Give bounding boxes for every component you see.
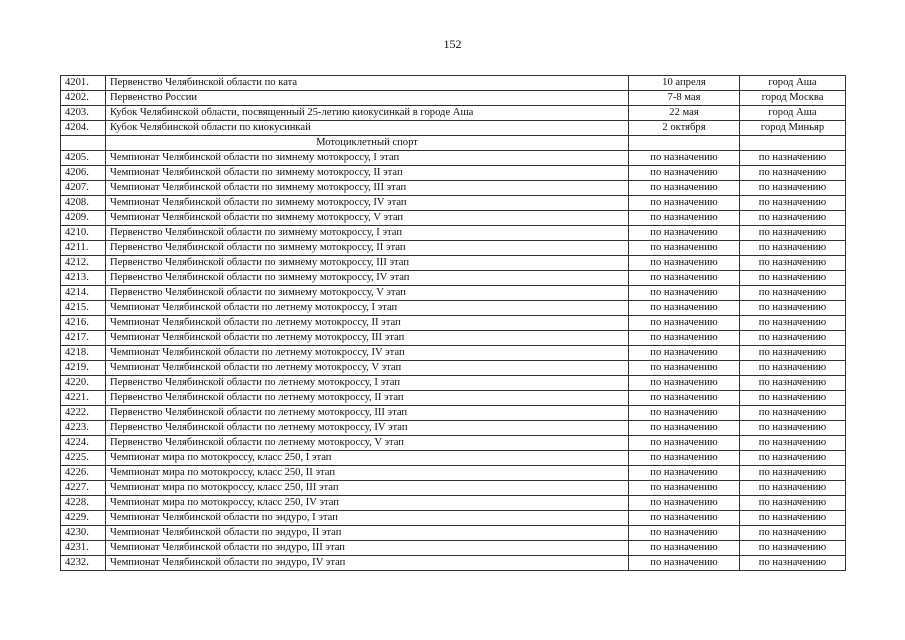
event-name: Чемпионат Челябинской области по зимнему мотокроссу, V этап — [106, 211, 629, 226]
event-place: город Миньяр — [740, 121, 846, 136]
table-row — [61, 151, 846, 166]
table-row — [61, 346, 846, 361]
row-number: 4211. — [61, 241, 106, 256]
event-date: по назначению — [629, 376, 740, 391]
row-number: 4204. — [61, 121, 106, 136]
event-date: по назначению — [629, 331, 740, 346]
page-number: 152 — [443, 37, 462, 51]
table-row — [61, 496, 846, 511]
event-name: Кубок Челябинской области, посвященный 25-летию киокусинкай в городе Аша — [106, 106, 629, 121]
row-number: 4209. — [61, 211, 106, 226]
table-row — [61, 271, 846, 286]
event-name: Первенство Челябинской области по летнему мотокроссу, II этап — [106, 391, 629, 406]
event-name: Кубок Челябинской области по киокусинкай — [106, 121, 629, 136]
table-row — [61, 226, 846, 241]
row-number: 4229. — [61, 511, 106, 526]
event-place: по назначению — [740, 391, 846, 406]
event-place: по назначению — [740, 511, 846, 526]
event-name: Чемпионат Челябинской области по летнему мотокроссу, V этап — [106, 361, 629, 376]
event-place: по назначению — [740, 466, 846, 481]
row-number: 4232. — [61, 556, 106, 571]
event-name: Чемпионат мира по мотокроссу, класс 250, I этап — [106, 451, 629, 466]
table-row — [61, 451, 846, 466]
event-date: по назначению — [629, 166, 740, 181]
event-name: Первенство России — [106, 91, 629, 106]
event-date: по назначению — [629, 346, 740, 361]
row-number: 4218. — [61, 346, 106, 361]
events-table — [60, 75, 846, 571]
table-row — [61, 406, 846, 421]
event-place: по назначению — [740, 256, 846, 271]
event-date: по назначению — [629, 511, 740, 526]
event-place: по назначению — [740, 541, 846, 556]
event-name: Первенство Челябинской области по зимнему мотокроссу, V этап — [106, 286, 629, 301]
event-date: 10 апреля — [629, 76, 740, 91]
section-place-cell — [740, 136, 846, 151]
table-row — [61, 91, 846, 106]
event-place: по назначению — [740, 316, 846, 331]
table-row — [61, 376, 846, 391]
row-number: 4225. — [61, 451, 106, 466]
event-place: по назначению — [740, 181, 846, 196]
event-name: Чемпионат Челябинской области по летнему мотокроссу, IV этап — [106, 346, 629, 361]
event-place: по назначению — [740, 286, 846, 301]
event-place: по назначению — [740, 436, 846, 451]
event-place: по назначению — [740, 496, 846, 511]
event-name: Первенство Челябинской области по зимнему мотокроссу, IV этап — [106, 271, 629, 286]
event-date: по назначению — [629, 556, 740, 571]
table-row — [61, 556, 846, 571]
event-name: Чемпионат Челябинской области по эндуро, II этап — [106, 526, 629, 541]
table-row — [61, 361, 846, 376]
row-number: 4223. — [61, 421, 106, 436]
row-number: 4214. — [61, 286, 106, 301]
table-row — [61, 526, 846, 541]
event-place: по назначению — [740, 526, 846, 541]
event-date: по назначению — [629, 481, 740, 496]
event-place: по назначению — [740, 406, 846, 421]
event-name: Первенство Челябинской области по зимнему мотокроссу, III этап — [106, 256, 629, 271]
event-place: по назначению — [740, 451, 846, 466]
event-place: по назначению — [740, 166, 846, 181]
table-row — [61, 466, 846, 481]
event-name: Первенство Челябинской области по летнему мотокроссу, IV этап — [106, 421, 629, 436]
table-row — [61, 166, 846, 181]
event-date: по назначению — [629, 406, 740, 421]
table-row — [61, 286, 846, 301]
row-number: 4206. — [61, 166, 106, 181]
event-date: по назначению — [629, 451, 740, 466]
event-date: 22 мая — [629, 106, 740, 121]
event-date: по назначению — [629, 151, 740, 166]
section-date-cell — [629, 136, 740, 151]
event-name: Чемпионат Челябинской области по зимнему мотокроссу, III этап — [106, 181, 629, 196]
event-place: по назначению — [740, 211, 846, 226]
row-number: 4221. — [61, 391, 106, 406]
row-number: 4224. — [61, 436, 106, 451]
event-place: город Аша — [740, 106, 846, 121]
table-row — [61, 196, 846, 211]
event-name: Первенство Челябинской области по летнему мотокроссу, III этап — [106, 406, 629, 421]
row-number: 4212. — [61, 256, 106, 271]
event-date: по назначению — [629, 226, 740, 241]
event-name: Первенство Челябинской области по зимнему мотокроссу, II этап — [106, 241, 629, 256]
table-row — [61, 421, 846, 436]
table-row — [61, 481, 846, 496]
row-number: 4207. — [61, 181, 106, 196]
event-place: по назначению — [740, 271, 846, 286]
row-number: 4203. — [61, 106, 106, 121]
event-name: Чемпионат Челябинской области по летнему мотокроссу, I этап — [106, 301, 629, 316]
event-date: по назначению — [629, 541, 740, 556]
event-place: по назначению — [740, 196, 846, 211]
event-date: 2 октября — [629, 121, 740, 136]
table-row — [61, 76, 846, 91]
event-name: Чемпионат Челябинской области по эндуро, I этап — [106, 511, 629, 526]
table-row — [61, 436, 846, 451]
event-place: по назначению — [740, 556, 846, 571]
event-name: Первенство Челябинской области по ката — [106, 76, 629, 91]
event-date: по назначению — [629, 526, 740, 541]
row-number: 4210. — [61, 226, 106, 241]
event-place: по назначению — [740, 301, 846, 316]
event-place: по назначению — [740, 481, 846, 496]
event-name: Чемпионат мира по мотокроссу, класс 250, II этап — [106, 466, 629, 481]
event-place: по назначению — [740, 241, 846, 256]
section-num-cell — [61, 136, 106, 151]
row-number: 4202. — [61, 91, 106, 106]
event-name: Чемпионат Челябинской области по летнему мотокроссу, III этап — [106, 331, 629, 346]
event-date: по назначению — [629, 256, 740, 271]
table-row — [61, 391, 846, 406]
event-name: Первенство Челябинской области по летнему мотокроссу, I этап — [106, 376, 629, 391]
event-name: Чемпионат Челябинской области по эндуро, IV этап — [106, 556, 629, 571]
row-number: 4217. — [61, 331, 106, 346]
row-number: 4227. — [61, 481, 106, 496]
row-number: 4205. — [61, 151, 106, 166]
event-name: Чемпионат мира по мотокроссу, класс 250, III этап — [106, 481, 629, 496]
event-date: по назначению — [629, 466, 740, 481]
event-place: по назначению — [740, 151, 846, 166]
row-number: 4222. — [61, 406, 106, 421]
row-number: 4228. — [61, 496, 106, 511]
event-place: по назначению — [740, 226, 846, 241]
event-date: по назначению — [629, 391, 740, 406]
event-place: по назначению — [740, 346, 846, 361]
row-number: 4216. — [61, 316, 106, 331]
event-name: Чемпионат Челябинской области по зимнему мотокроссу, IV этап — [106, 196, 629, 211]
event-name: Чемпионат Челябинской области по зимнему мотокроссу, II этап — [106, 166, 629, 181]
event-name: Чемпионат Челябинской области по летнему мотокроссу, II этап — [106, 316, 629, 331]
row-number: 4220. — [61, 376, 106, 391]
event-date: по назначению — [629, 196, 740, 211]
table-row — [61, 106, 846, 121]
events-table-body — [61, 76, 846, 571]
table-row — [61, 121, 846, 136]
table-row — [61, 541, 846, 556]
event-place: город Москва — [740, 91, 846, 106]
event-name: Чемпионат мира по мотокроссу, класс 250, IV этап — [106, 496, 629, 511]
event-date: по назначению — [629, 361, 740, 376]
table-row — [61, 256, 846, 271]
event-date: по назначению — [629, 271, 740, 286]
event-place: город Аша — [740, 76, 846, 91]
event-place: по назначению — [740, 421, 846, 436]
event-date: по назначению — [629, 496, 740, 511]
section-header-row — [61, 136, 846, 151]
event-place: по назначению — [740, 331, 846, 346]
event-name: Первенство Челябинской области по летнему мотокроссу, V этап — [106, 436, 629, 451]
row-number: 4208. — [61, 196, 106, 211]
event-name: Первенство Челябинской области по зимнему мотокроссу, I этап — [106, 226, 629, 241]
event-place: по назначению — [740, 361, 846, 376]
row-number: 4215. — [61, 301, 106, 316]
table-row — [61, 511, 846, 526]
row-number: 4213. — [61, 271, 106, 286]
event-name: Чемпионат Челябинской области по зимнему мотокроссу, I этап — [106, 151, 629, 166]
table-row — [61, 331, 846, 346]
table-row — [61, 241, 846, 256]
event-date: по назначению — [629, 286, 740, 301]
event-date: по назначению — [629, 421, 740, 436]
row-number: 4226. — [61, 466, 106, 481]
row-number: 4231. — [61, 541, 106, 556]
row-number: 4230. — [61, 526, 106, 541]
table-row — [61, 181, 846, 196]
event-date: по назначению — [629, 436, 740, 451]
event-date: 7-8 мая — [629, 91, 740, 106]
event-date: по назначению — [629, 211, 740, 226]
table-row — [61, 211, 846, 226]
section-title: Мотоциклетный спорт — [106, 136, 629, 151]
event-place: по назначению — [740, 376, 846, 391]
table-row — [61, 301, 846, 316]
event-name: Чемпионат Челябинской области по эндуро, III этап — [106, 541, 629, 556]
row-number: 4201. — [61, 76, 106, 91]
table-row — [61, 316, 846, 331]
event-date: по назначению — [629, 241, 740, 256]
event-date: по назначению — [629, 181, 740, 196]
row-number: 4219. — [61, 361, 106, 376]
event-date: по назначению — [629, 316, 740, 331]
event-date: по назначению — [629, 301, 740, 316]
